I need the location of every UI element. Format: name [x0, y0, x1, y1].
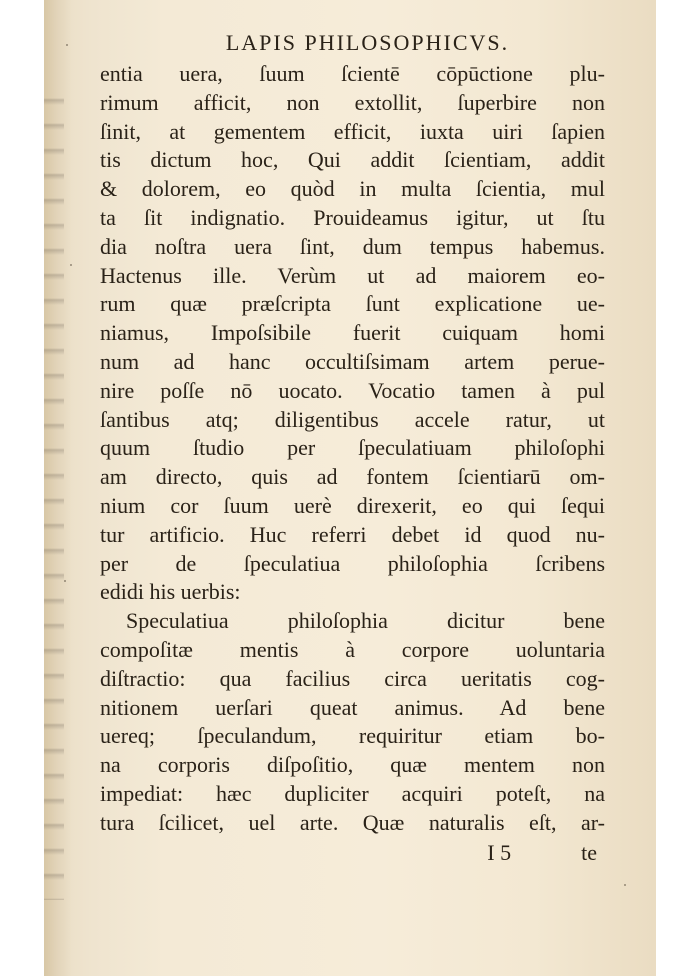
- text-line: edidi his uerbis:: [100, 579, 241, 605]
- ink-speck: [624, 884, 626, 886]
- running-head: LAPIS PHILOSOPHICVS.: [225, 30, 510, 55]
- text-line: impediat: hæc dupliciter acquiri poteſt, na: [100, 780, 605, 806]
- text-line: nitionem uerſari queat animus. Ad bene: [100, 694, 605, 720]
- text-line: diſtractio: qua facilius circa ueritatis cog-: [100, 665, 605, 691]
- text-line: entia uera, ſuum ſcientē cōpūctione plu-: [100, 61, 605, 86]
- catchword: te: [581, 839, 597, 865]
- text-line: num ad hanc occultiſsimam artem perue-: [100, 348, 605, 374]
- text-line: quum ſtudio per ſpeculatiuam philoſophi: [100, 435, 605, 461]
- text-line: rimum afficit, non extollit, ſuperbire non: [100, 89, 605, 115]
- ink-speck: [66, 44, 68, 46]
- text-line: am directo, quis ad fontem ſcientiarū om-: [100, 464, 605, 490]
- text-line: uereq; ſpeculandum, requiritur etiam bo-: [100, 723, 605, 749]
- ink-speck: [64, 580, 66, 582]
- text-line: ſantibus atq; diligentibus accele ratur, ut: [100, 406, 605, 432]
- signature-mark: I 5: [487, 839, 512, 865]
- book-page-scan: [44, 0, 656, 976]
- text-line: tura ſcilicet, uel arte. Quæ naturalis eſt, ar-: [100, 809, 605, 835]
- body-lines: [100, 60, 605, 838]
- text-line: nire poſſe nō uocato. Vocatio tamen à pul: [100, 377, 605, 403]
- text-line: ſinit, at gementem efficit, iuxta uiri ſapien: [100, 118, 605, 144]
- text-line: ta ſit indignatio. Prouideamus igitur, ut ſtu: [100, 204, 605, 230]
- ink-bleed-marks: [44, 80, 64, 900]
- ink-speck: [70, 264, 72, 266]
- page-text-block: [100, 30, 605, 866]
- text-line: Hactenus ille. Verùm ut ad maiorem eo-: [100, 262, 605, 288]
- text-line: tur artificio. Huc referri debet id quod nu-: [100, 521, 605, 547]
- text-line: tis dictum hoc, Qui addit ſcientiam, addit: [100, 147, 605, 173]
- text-line: per de ſpeculatiua philoſophia ſcribens: [100, 550, 605, 576]
- text-line: compoſitæ mentis à corpore uoluntaria: [100, 636, 605, 662]
- text-line: & dolorem, eo quòd in multa ſcientia, mul: [100, 176, 605, 202]
- text-line: dia noſtra uera ſint, dum tempus habemus.: [100, 233, 605, 259]
- text-line: nium cor ſuum uerè direxerit, eo qui ſequi: [100, 492, 605, 518]
- text-line: na corporis diſpoſitio, quæ mentem non: [100, 752, 605, 778]
- text-line: niamus, Impoſsibile fuerit cuiquam homi: [100, 320, 605, 346]
- page-footer: [100, 840, 605, 866]
- text-line: rum quæ præſcripta ſunt explicatione ue-: [100, 291, 605, 317]
- text-line: Speculatiua philoſophia dicitur bene: [126, 608, 605, 634]
